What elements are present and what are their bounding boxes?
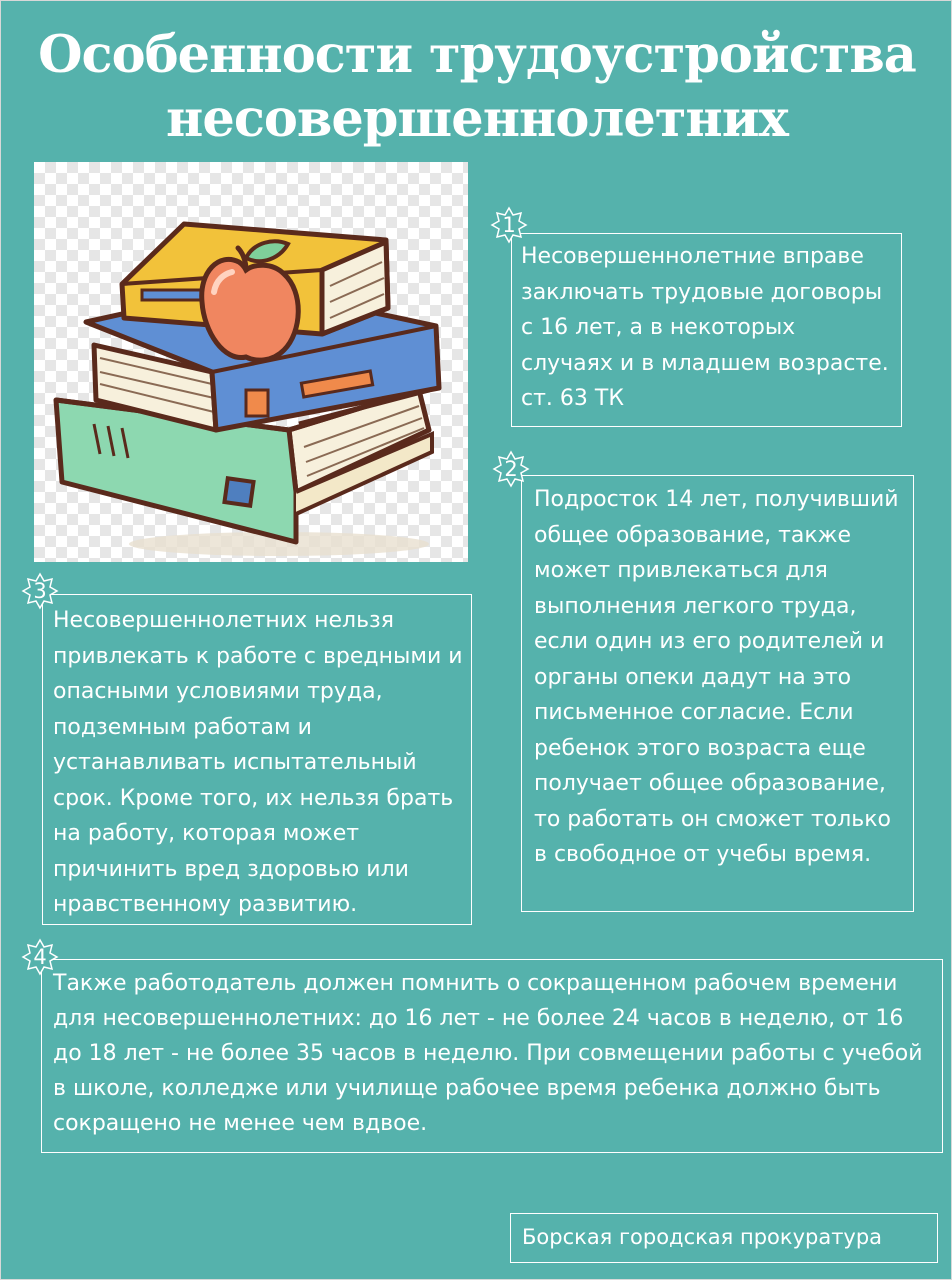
footer-signature: Борская городская прокуратура: [510, 1213, 938, 1263]
note-text: Подросток 14 лет, получивший общее образование, также может привлекаться для выполнения легкого труда, если один из его родителей и органы опеки дадут на это письменное согласие. Если ребенок этого возраста еще получает общее образование, то работать он сможет только в свободное от учебы время.: [534, 487, 899, 867]
books-illustration: [34, 162, 468, 562]
badge-number: 1: [502, 213, 516, 237]
badge-number: 4: [33, 945, 47, 969]
note-text: Также работодатель должен помнить о сокращенном рабочем времени для несовершеннолетних: до 16 лет - не более 24 часов в неделю, от 16 до 18 лет - не более 35 часов в неделю. При совмещении работы с учебой в школе, колледже или училище рабочее время ребенка должно быть сокращено не менее чем вдвое.: [53, 971, 923, 1136]
note-text: Несовершеннолетние вправе заключать трудовые договоры с 16 лет, а в некоторых случаях и в младшем возрасте. ст. 63 ТК: [521, 244, 889, 411]
note-card-2: [521, 475, 914, 912]
note-text: Несовершеннолетних нельзя привлекать к работе с вредными и опасными условиями труда, подземным работам и устанавливать испытательный срок. Кроме того, их нельзя брать на работу, которая может причинить вред здоровью или нравственному развитию.: [53, 608, 463, 917]
number-badge-3: [21, 572, 59, 610]
note-card-3: [42, 594, 472, 925]
badge-number: 3: [33, 579, 47, 603]
number-badge-1: [490, 206, 528, 244]
badge-number: 2: [504, 457, 518, 481]
number-badge-4: [21, 938, 59, 976]
note-card-4: [41, 959, 943, 1153]
title-line-1: Особенности трудоустройства: [38, 25, 916, 85]
title-line-2: несовершеннолетних: [166, 89, 788, 149]
note-card-1: [511, 233, 902, 427]
books-apple-icon: [34, 162, 468, 562]
number-badge-2: [492, 450, 530, 488]
poster-title: [21, 23, 933, 151]
